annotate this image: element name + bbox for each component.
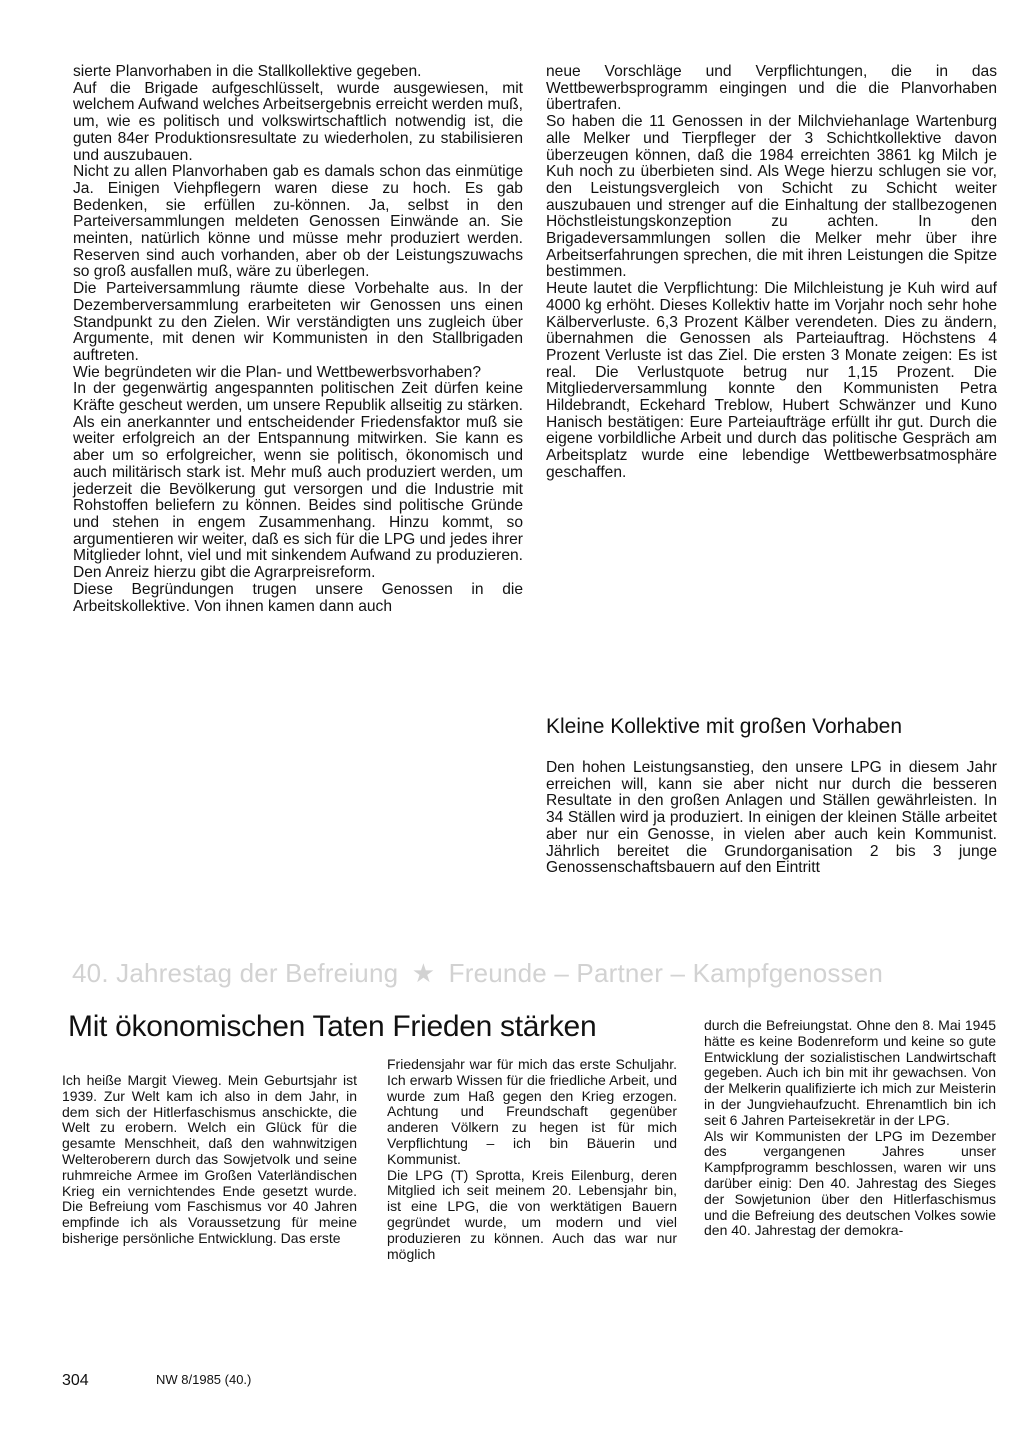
article-column-right-continued: Den hohen Leistungsanstieg, den unsere LPG in diesem Jahr erreichen will, kann sie aber nicht nur durch die besseren Resultate in den großen Anlagen und Ställen gewährleisten. In 34 Ställen wird ja produziert. In einigen der kleinen Ställe arbeitet aber nur ein Genosse, in vielen aber auch kein Kommunist. Jährlich bereitet die Grundorganisation 2 bis 3 junge Genossenschaftsbauern auf den Eintritt xyxy=(546,759,997,877)
feature-column-1: Ich heiße Margit Vieweg. Mein Geburtsjahr ist 1939. Zur Welt kam ich also in dem Jahr, in dem sich der Hitlerfaschismus anschickte, die Welt zu erobern. Welch ein Glück für die gesamte Menschheit, daß den wahnwitzigen Welteroberern durch das Sowjetvolk und seine ruhmreiche Armee im Großen Vaterländischen Krieg ein vernichtendes Ende gesetzt wurde. Die Befreiung vom Faschismus vor 40 Jahren empfinde ich als Voraussetzung für meine bisherige persönliche Entwicklung. Das erste xyxy=(62,1072,357,1246)
feature-column-3: durch die Befreiungstat. Ohne den 8. Mai 1945 hätte es keine Bodenreform und keine so gute Entwicklung der sozialistischen Landwirtschaft gegeben. Auch ich bin mit ihr gewachsen. Von der Melkerin qualifizierte ich mich zur Meisterin in der Jungviehaufzucht. Ehrenamtlich bin ich seit 6 Jahren Parteisekretär in der LPG. Als wir Kommunisten der LPG im Dezember des vergangenen Jahres unser Kampfprogramm beschlossen, waren wir uns darüber einig: Den 40. Jahrestag des Sieges der Sowjetunion über den Hitlerfaschismus und die Befreiung des deutschen Volkes sowie den 40. Jahrestag der demokra- xyxy=(704,1017,996,1239)
feature-column-2: Friedensjahr war für mich das erste Schuljahr. Ich erwarb Wissen für die friedliche Arbeit, und wurde zum Haß gegen den Krieg erzogen. Achtung und Freundschaft gegenüber anderen Völkern zu hegen ist für mich Verpflichtung – ich bin Bäuerin und Kommunist. Die LPG (T) Sprotta, Kreis Eilenburg, deren Mitglied ich seit meinem 20. Lebensjahr bin, ist eine LPG, die von werktätigen Bauern gegründet wurde, um modern und viel produzieren zu können. Auch das war nur möglich xyxy=(387,1056,677,1262)
article-column-right: neue Vorschläge und Verpflichtungen, die in das Wettbewerbsprogramm eingingen und die die Planvorhaben übertrafen. So haben die 11 Genossen in der Milchviehanlage Wartenburg alle Melker und Tierpfleger der 3 Schichtkollektive davon überzeugen können, daß die 1984 erreichten 3861 kg Milch je Kuh noch zu überbieten sind. Als Wege hierzu schlugen sie vor, den Leistungsvergleich von Schicht zu Schicht weiter auszubauen und strenger auf die Einhaltung der stallbezogenen Höchstleistungskonzeption zu achten. In den Brigadeversammlungen sollen die Melker mehr über ihre Arbeitserfahrungen sprechen, die mit ihren Leistungen die Spitze bestimmen. Heute lautet die Verpflichtung: Die Milchleistung je Kuh wird auf 4000 kg erhöht. Dieses Kollektiv hatte im Vorjahr noch sehr hohe Kälberverluste. 6,3 Prozent Kälber verendeten. Dies zu ändern, übernahmen die Genossen als Parteiauftrag. Höchstens 4 Prozent Verluste ist das Ziel. Die ersten 3 Monate zeigen: Es ist real. Die Verlustquote betrug nur 1,15 Prozent. Die Mitgliederversammlung konnte den Kommunisten Petra Hildebrandt, Eckehard Treblow, Hubert Schwänzer und Kuno Hanisch bestätigen: Eure Parteiaufträge erfüllt ihr gut. Durch die eigene vorbildliche Arbeit und durch das politische Gespräch am Arbeitsplatz wurde eine lebendige Wettbewerbsatmosphäre geschaffen. xyxy=(546,63,997,481)
anniversary-banner xyxy=(72,958,1002,989)
banner-left-text: 40. Jahrestag der Befreiung xyxy=(72,958,399,988)
issue-label: NW 8/1985 (40.) xyxy=(156,1372,252,1387)
feature-headline: Mit ökonomischen Taten Frieden stärken xyxy=(68,1010,597,1043)
banner-right-text: Freunde – Partner – Kampfgenossen xyxy=(448,958,884,988)
star-icon: ★ xyxy=(411,958,436,988)
page-number: 304 xyxy=(62,1372,89,1389)
section-subheading: Kleine Kollektive mit großen Vorhaben xyxy=(546,715,903,738)
article-column-left: sierte Planvorhaben in die Stallkollektive gegeben. Auf die Brigade aufgeschlüsselt, wurde ausgewiesen, mit welchem Aufwand welches Arbeitsergebnis erreicht werden muß, um, wie es politisch und volkswirtschaftlich notwendig ist, die guten 84er Produktionsresultate zu wiederholen, zu stabilisieren und auszubauen. Nicht zu allen Planvorhaben gab es damals schon das einmütige Ja. Einigen Viehpflegern waren diese zu hoch. Es gab Bedenken, sie erfüllen zu-können. Ja, selbst in den Parteiversammlungen meldeten Genossen Einwände an. Sie meinten, natürlich könne und müsse mehr produziert werden. Reserven sind auch vorhanden, aber ob der Leistungszuwachs so groß ausfallen muß, wäre zu überlegen. Die Parteiversammlung räumte diese Vorbehalte aus. In der Dezemberversammlung erarbeiteten wir Genossen uns einen Standpunkt zu den Zielen. Wir verständigten uns zugleich über Argumente, mit denen wir Kommunisten in den Stallbrigaden auftreten. Wie begründeten wir die Plan- und Wettbewerbsvorhaben? In der gegenwärtig angespannten politischen Zeit dürfen keine Kräfte gescheut werden, um unsere Republik allseitig zu stärken. Als ein anerkannter und entscheidender Friedensfaktor muß sie weiter erfolgreich an der Entspannung mitwirken. Sie kann es aber um so erfolgreicher, wenn sie politisch, ökonomisch und auch militärisch stark ist. Mehr muß auch produziert werden, um jederzeit die Bevölkerung gut versorgen und die Industrie mit Rohstoffen beliefern zu können. Beides sind politische Gründe und stehen in engem Zusammenhang. Hinzu kommt, so argumentieren wir weiter, daß es sich für die LPG und jedes ihrer Mitglieder lohnt, viel und mit sinkendem Aufwand zu produzieren. Den Anreiz hierzu gibt die Agrarpreisreform. Diese Begründungen trugen unsere Genossen in die Arbeitskollektive. Von ihnen kamen dann auch xyxy=(73,63,523,615)
